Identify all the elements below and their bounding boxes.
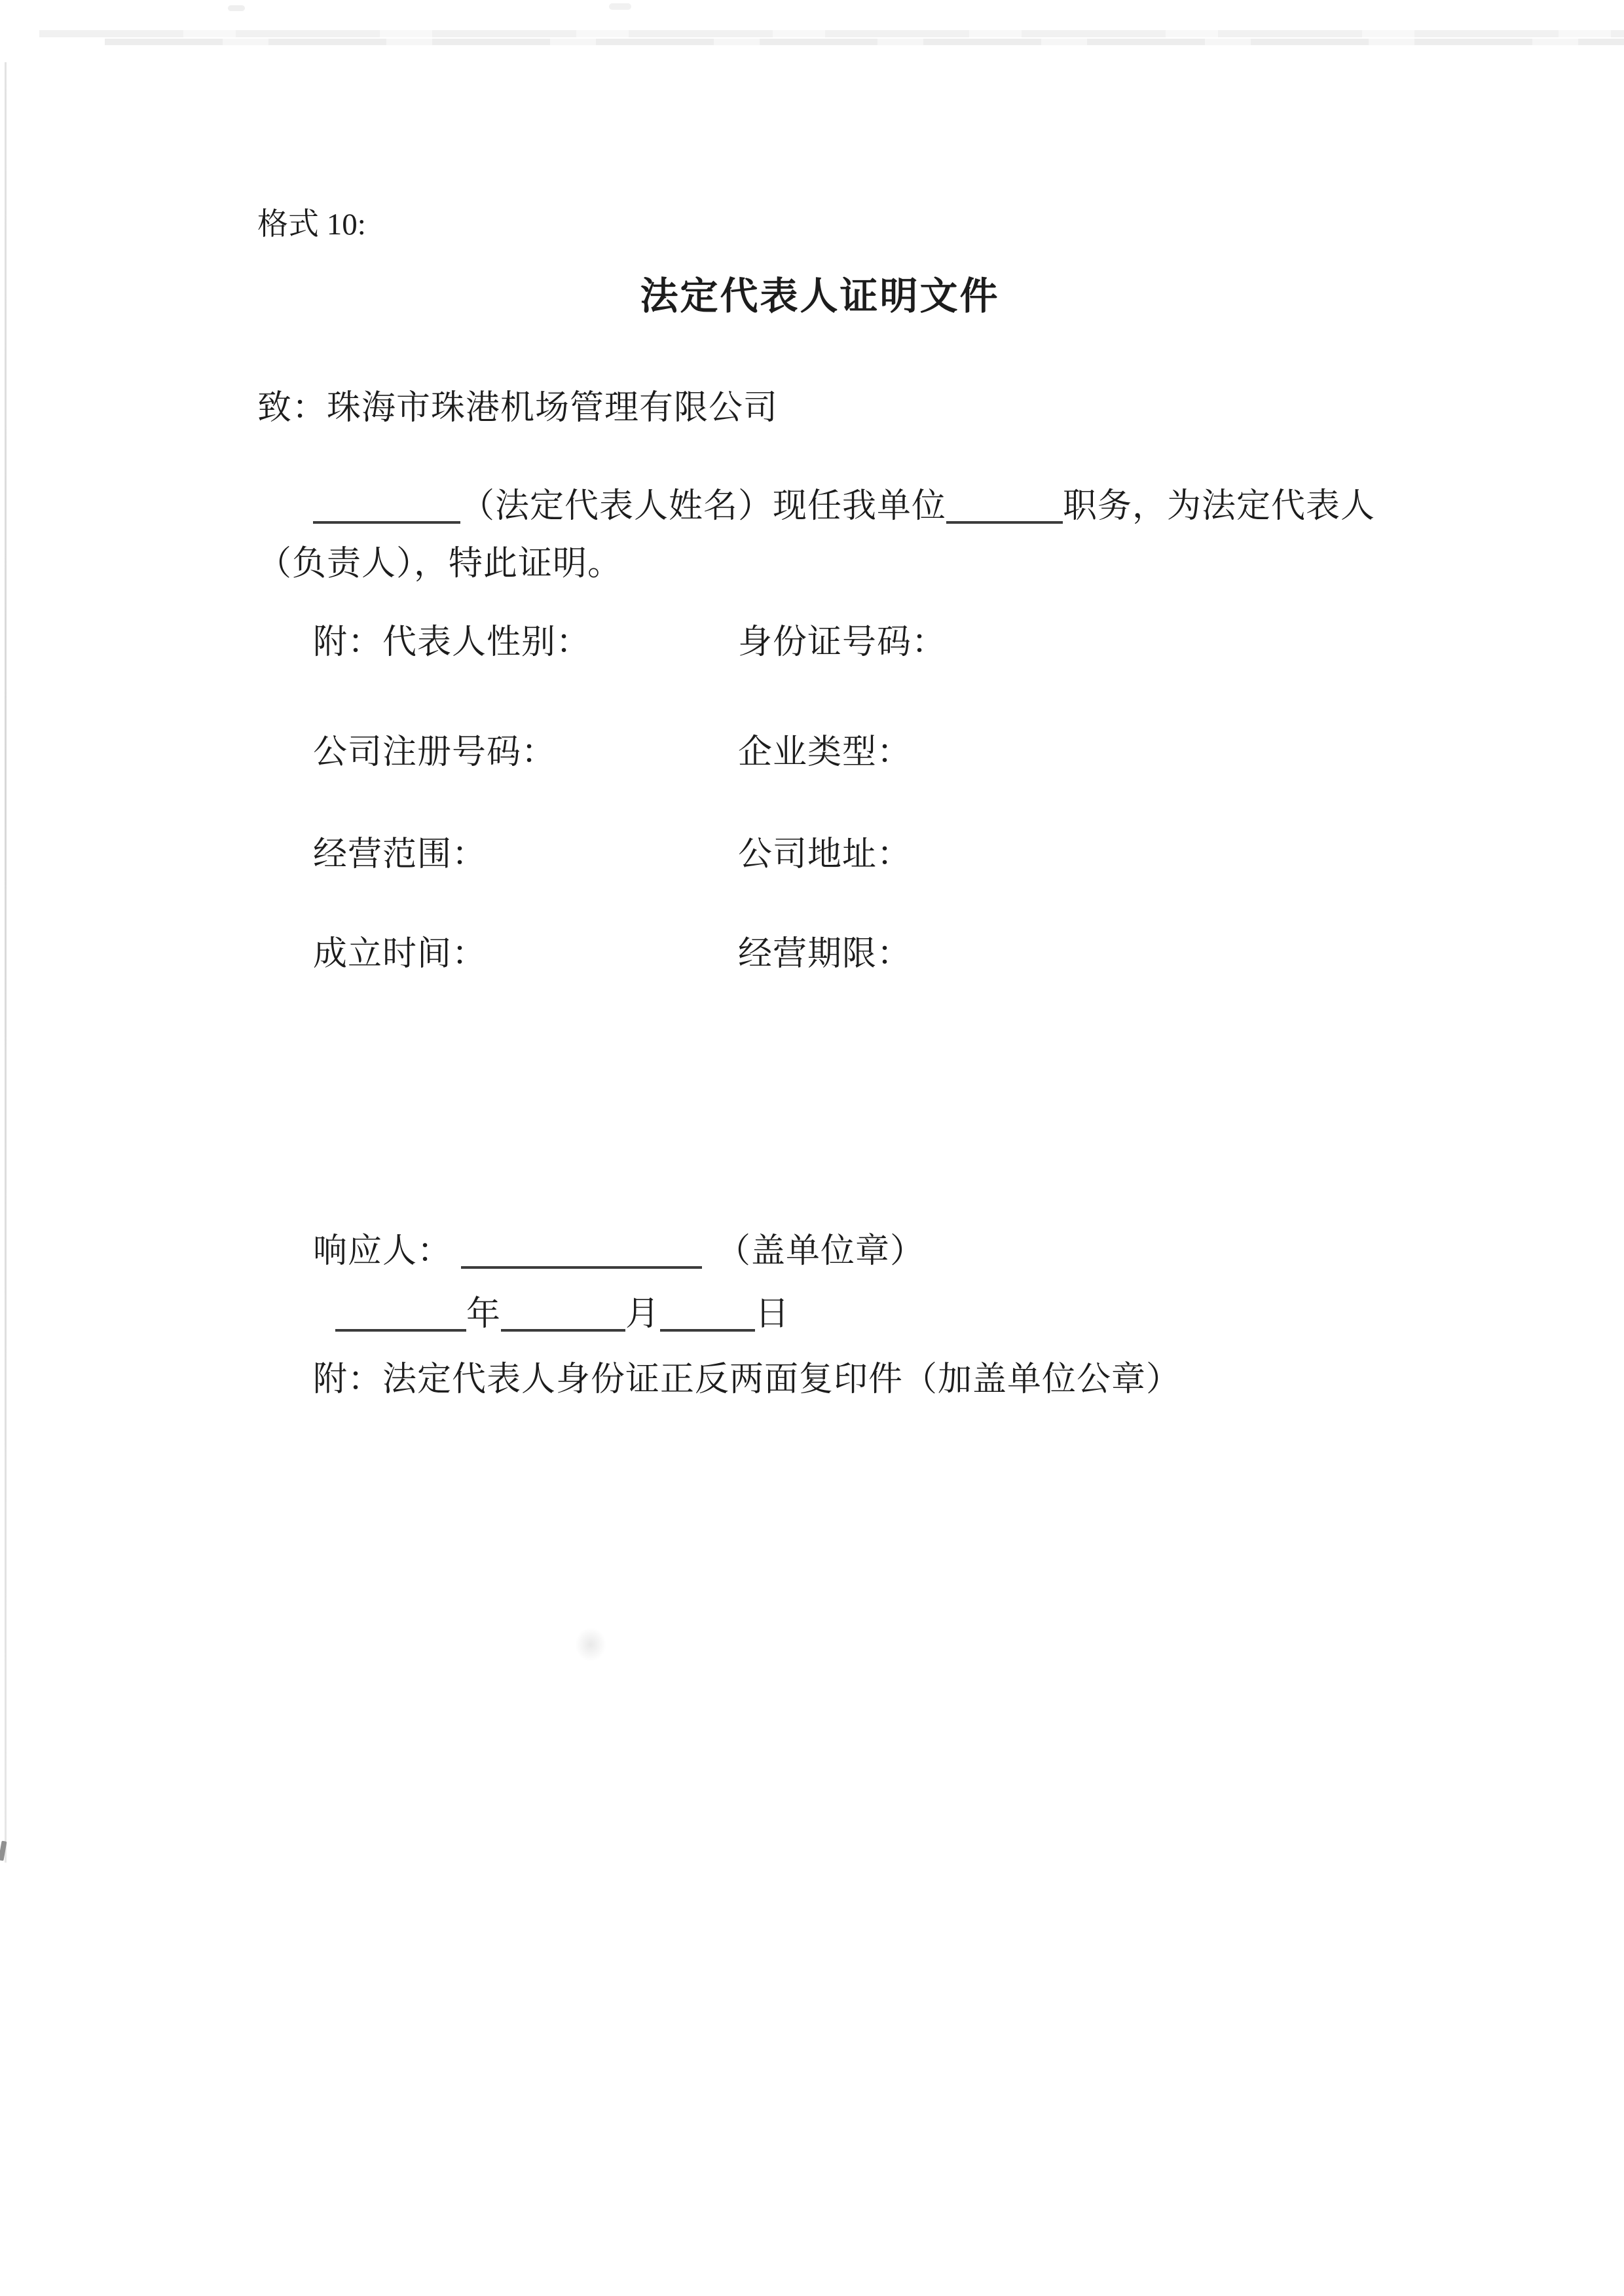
- scan-artifact-top-band-2: [105, 39, 1624, 45]
- day-blank: [660, 1295, 755, 1332]
- respondent-name-blank: [461, 1232, 702, 1269]
- day-label: 日: [755, 1296, 790, 1333]
- scan-artifact-left-line: [5, 62, 7, 1863]
- field-row-scope-address: [313, 835, 1557, 875]
- field-label-company-address: 公司地址：: [738, 836, 912, 873]
- legal-rep-name-blank: [313, 487, 460, 524]
- position-blank: [946, 487, 1063, 524]
- addressee-line: 致：珠海市珠港机场管理有限公司: [257, 390, 779, 427]
- month-blank: [501, 1295, 625, 1332]
- paragraph-segment-1: （法定代表人姓名）现任我单位: [460, 488, 947, 525]
- year-label: 年: [466, 1296, 502, 1333]
- seal-note: （盖单位章）: [716, 1233, 925, 1270]
- month-label: 月: [625, 1296, 661, 1333]
- field-row-regno-type: [313, 733, 1557, 773]
- scan-artifact-top-band: [39, 30, 1624, 37]
- field-label-id-number: 身份证号码：: [738, 624, 947, 661]
- field-label-registration-number: 公司注册号码：: [313, 734, 557, 771]
- field-label-business-scope: 经营范围：: [313, 836, 487, 873]
- attachment-note: 附：法定代表人身份证正反两面复印件（加盖单位公章）: [313, 1361, 1181, 1398]
- field-row-gender-id: [313, 623, 1557, 663]
- field-label-gender: 附：代表人性别：: [313, 624, 591, 661]
- field-label-enterprise-type: 企业类型：: [738, 734, 912, 771]
- field-row-founded-term: [313, 935, 1557, 974]
- scan-artifact-speck: [228, 5, 245, 11]
- field-label-establish-date: 成立时间：: [313, 936, 487, 973]
- certify-paragraph-line2: （负责人），特此证明。: [257, 545, 623, 583]
- format-label: 格式 10:: [257, 208, 366, 242]
- respondent-label: 响应人：: [313, 1233, 452, 1270]
- paragraph-segment-2: 职务，为法定代表人: [1063, 488, 1376, 525]
- field-label-business-term: 经营期限：: [738, 936, 912, 973]
- signature-line: [313, 1232, 925, 1271]
- certify-paragraph-line1: [313, 487, 1375, 526]
- document-title: 法定代表人证明文件: [640, 275, 1000, 318]
- year-blank: [335, 1295, 466, 1332]
- date-line: [335, 1295, 790, 1334]
- scan-artifact-speck: [609, 3, 631, 10]
- scan-artifact-smudge: [575, 1628, 606, 1662]
